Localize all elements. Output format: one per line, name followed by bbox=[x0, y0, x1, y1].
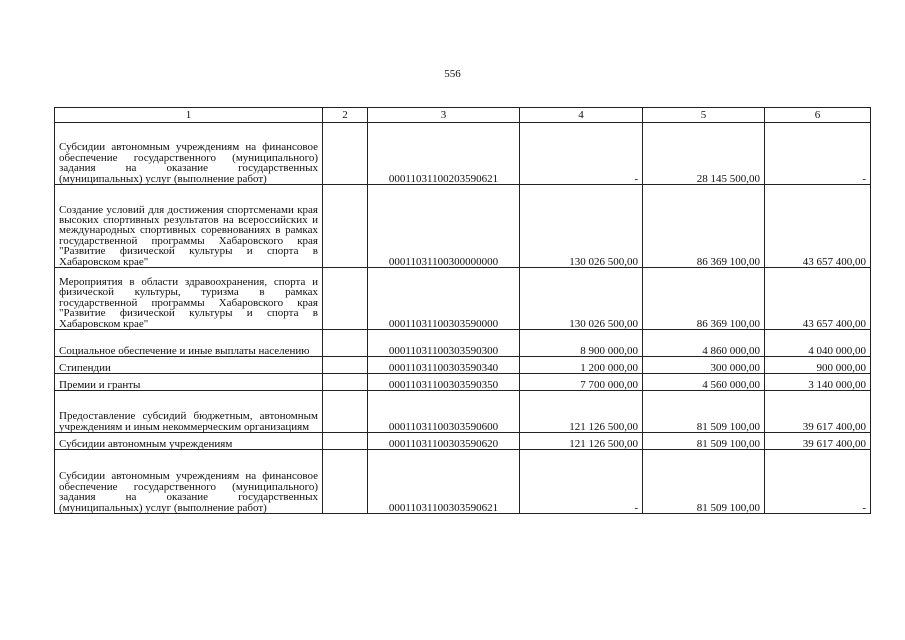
row-amount-6: 43 657 400,00 bbox=[765, 185, 871, 268]
row-amount-6: - bbox=[765, 123, 871, 185]
row-name: Мероприятия в области здравоохранения, спорта и физической культуры, туризма в рамках государственной программы Хабаровского края "Развитие физической культуры и спорта в Хабаровском крае" bbox=[55, 268, 323, 330]
row-amount-5: 81 509 100,00 bbox=[643, 391, 765, 433]
row-amount-6: - bbox=[765, 450, 871, 514]
row-name: Создание условий для достижения спортсменами края высоких спортивных результатов на всероссийских и международных спортивных соревнованиях в рамках государственной программы Хабаровского края "Развитие физической культуры и спорта в Хабаровском крае" bbox=[55, 185, 323, 268]
row-col2 bbox=[323, 433, 368, 450]
column-header-4: 4 bbox=[520, 108, 643, 123]
row-amount-6: 39 617 400,00 bbox=[765, 433, 871, 450]
row-col2 bbox=[323, 185, 368, 268]
row-code: 00011031100203590621 bbox=[368, 123, 520, 185]
row-amount-4: 121 126 500,00 bbox=[520, 391, 643, 433]
column-header-5: 5 bbox=[643, 108, 765, 123]
table-row bbox=[55, 185, 871, 268]
column-header-3: 3 bbox=[368, 108, 520, 123]
row-amount-6: 3 140 000,00 bbox=[765, 374, 871, 391]
row-code: 00011031100303590600 bbox=[368, 391, 520, 433]
row-amount-5: 86 369 100,00 bbox=[643, 268, 765, 330]
table-row bbox=[55, 433, 871, 450]
row-amount-4: 7 700 000,00 bbox=[520, 374, 643, 391]
row-amount-4: 130 026 500,00 bbox=[520, 185, 643, 268]
row-code: 00011031100303590621 bbox=[368, 450, 520, 514]
row-amount-6: 900 000,00 bbox=[765, 357, 871, 374]
page-number: 556 bbox=[444, 68, 461, 80]
table-header-row bbox=[55, 108, 871, 123]
table-row bbox=[55, 268, 871, 330]
row-amount-5: 81 509 100,00 bbox=[643, 433, 765, 450]
row-name: Субсидии автономным учреждениям bbox=[55, 433, 323, 450]
row-name: Стипендии bbox=[55, 357, 323, 374]
row-amount-5: 28 145 500,00 bbox=[643, 123, 765, 185]
row-amount-6: 39 617 400,00 bbox=[765, 391, 871, 433]
row-name: Предоставление субсидий бюджетным, автономным учреждениям и иным некоммерческим организациям bbox=[55, 391, 323, 433]
row-amount-4: - bbox=[520, 123, 643, 185]
column-header-1: 1 bbox=[55, 108, 323, 123]
table-row bbox=[55, 374, 871, 391]
row-code: 00011031100303590300 bbox=[368, 330, 520, 357]
row-amount-4: 130 026 500,00 bbox=[520, 268, 643, 330]
row-col2 bbox=[323, 268, 368, 330]
row-amount-5: 4 860 000,00 bbox=[643, 330, 765, 357]
row-code: 00011031100300000000 bbox=[368, 185, 520, 268]
row-col2 bbox=[323, 330, 368, 357]
row-name: Субсидии автономным учреждениям на финансовое обеспечение государственного (муниципального) задания на оказание государственных (муниципальных) услуг (выполнение работ) bbox=[55, 450, 323, 514]
row-amount-4: 121 126 500,00 bbox=[520, 433, 643, 450]
row-name: Социальное обеспечение и иные выплаты населению bbox=[55, 330, 323, 357]
row-amount-4: - bbox=[520, 450, 643, 514]
row-col2 bbox=[323, 374, 368, 391]
table-row bbox=[55, 123, 871, 185]
row-col2 bbox=[323, 450, 368, 514]
row-name: Субсидии автономным учреждениям на финансовое обеспечение государственного (муниципального) задания на оказание государственных (муниципальных) услуг (выполнение работ) bbox=[55, 123, 323, 185]
table-row bbox=[55, 330, 871, 357]
row-code: 00011031100303590340 bbox=[368, 357, 520, 374]
row-amount-4: 1 200 000,00 bbox=[520, 357, 643, 374]
column-header-2: 2 bbox=[323, 108, 368, 123]
row-code: 00011031100303590350 bbox=[368, 374, 520, 391]
row-amount-5: 300 000,00 bbox=[643, 357, 765, 374]
table-row bbox=[55, 391, 871, 433]
row-amount-5: 86 369 100,00 bbox=[643, 185, 765, 268]
row-col2 bbox=[323, 391, 368, 433]
row-amount-5: 4 560 000,00 bbox=[643, 374, 765, 391]
table-row bbox=[55, 357, 871, 374]
row-amount-5: 81 509 100,00 bbox=[643, 450, 765, 514]
row-amount-6: 4 040 000,00 bbox=[765, 330, 871, 357]
row-code: 00011031100303590000 bbox=[368, 268, 520, 330]
column-header-6: 6 bbox=[765, 108, 871, 123]
row-amount-4: 8 900 000,00 bbox=[520, 330, 643, 357]
row-col2 bbox=[323, 123, 368, 185]
row-amount-6: 43 657 400,00 bbox=[765, 268, 871, 330]
row-code: 00011031100303590620 bbox=[368, 433, 520, 450]
table-row bbox=[55, 450, 871, 514]
row-col2 bbox=[323, 357, 368, 374]
row-name: Премии и гранты bbox=[55, 374, 323, 391]
budget-table bbox=[54, 107, 871, 514]
